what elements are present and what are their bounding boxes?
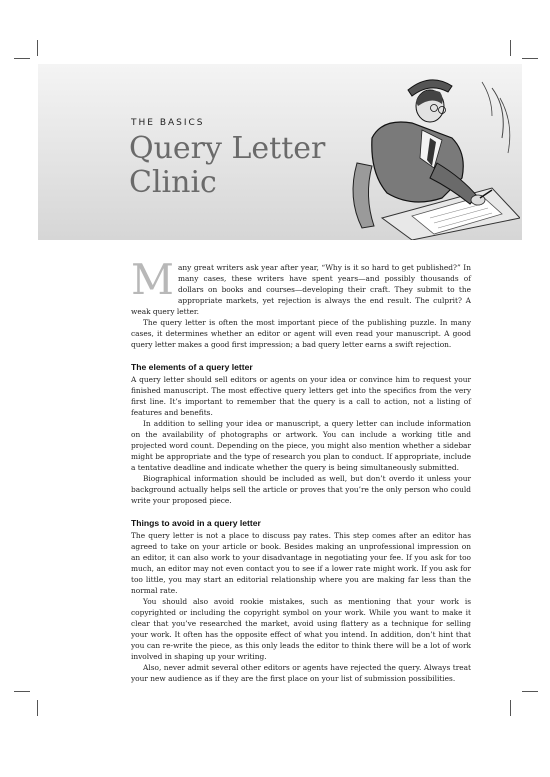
body-paragraph: Also, never admit several other editors or agents have rejected the query. Always treat your new audience as if they are the first place on your list of submission possibilities. xyxy=(131,663,471,683)
crop-mark xyxy=(510,700,511,716)
writer-at-desk-illustration xyxy=(342,68,520,240)
crop-mark xyxy=(37,40,38,56)
drop-cap: M xyxy=(131,255,175,304)
crop-mark xyxy=(14,58,30,59)
crop-mark xyxy=(510,40,511,56)
body-paragraph: The query letter is not a place to discuss pay rates. This step comes after an editor has agreed to take on your article or book. Besides making an unprofessional impression on an editor, it can also work to your disadvantage in negotiating your fee. If you ask for too much, an editor may not even contact you to see if a lower rate might work. If you ask for too little, you may start an editorial relationship where you are making far less than the normal rate. xyxy=(131,531,471,595)
crop-mark xyxy=(522,58,538,59)
intro-paragraph: The query letter is often the most important piece of the publishing puzzle. In many cases, it determines whether an editor or agent will even read your manuscript. A good query letter makes a good first impression; a bad query letter earns a swift rejection. xyxy=(131,318,471,349)
section-heading: The elements of a query letter xyxy=(131,362,253,372)
section-heading: Things to avoid in a query letter xyxy=(131,518,261,528)
body-paragraph: A query letter should sell editors or agents on your idea or convince him to request your finished manuscript. The most effective query letters get into the specifics from the very first line. It’s important to remember that the query is a call to action, not a listing of features and benefits. xyxy=(131,375,471,417)
intro-paragraph: any great writers ask year after year, “Why is it so hard to get published?” In many cases, these writers have spent years—and possibly thousands of dollars on books and courses—developing their craft. They submit to the appropriate markets, yet rejection is always the end result. The culprit? A weak query letter. xyxy=(131,263,471,316)
body-paragraph: Biographical information should be included as well, but don’t overdo it unless your background actually helps sell the article or proves that you’re the only person who could write your proposed piece. xyxy=(131,474,471,505)
body-paragraph: In addition to selling your idea or manuscript, a query letter can include information on the availability of photographs or artwork. You can include a working title and projected word count. Depending on the piece, you might also mention whether a sidebar might be appropriate and the type of research you plan to conduct. If appropriate, include a tentative deadline and indicate whether the query is being simultaneously submitted. xyxy=(131,419,471,472)
crop-mark xyxy=(37,700,38,716)
crop-mark xyxy=(14,691,30,692)
crop-mark xyxy=(522,691,538,692)
section-label: THE BASICS xyxy=(131,118,205,128)
body-paragraph: You should also avoid rookie mistakes, such as mentioning that your work is copyrighted or including the copyright symbol on your work. While you want to make it clear that you’ve researched the market, avoid using flattery as a technique for selling your work. It often has the opposite effect of what you intend. In addition, don’t hint that you can re-write the piece, as this only leads the editor to think there will be a lot of work involved in shaping up your writing. xyxy=(131,597,471,661)
article-body xyxy=(131,255,471,684)
intro xyxy=(131,255,471,350)
page-title: Query Letter Clinic xyxy=(129,131,326,200)
